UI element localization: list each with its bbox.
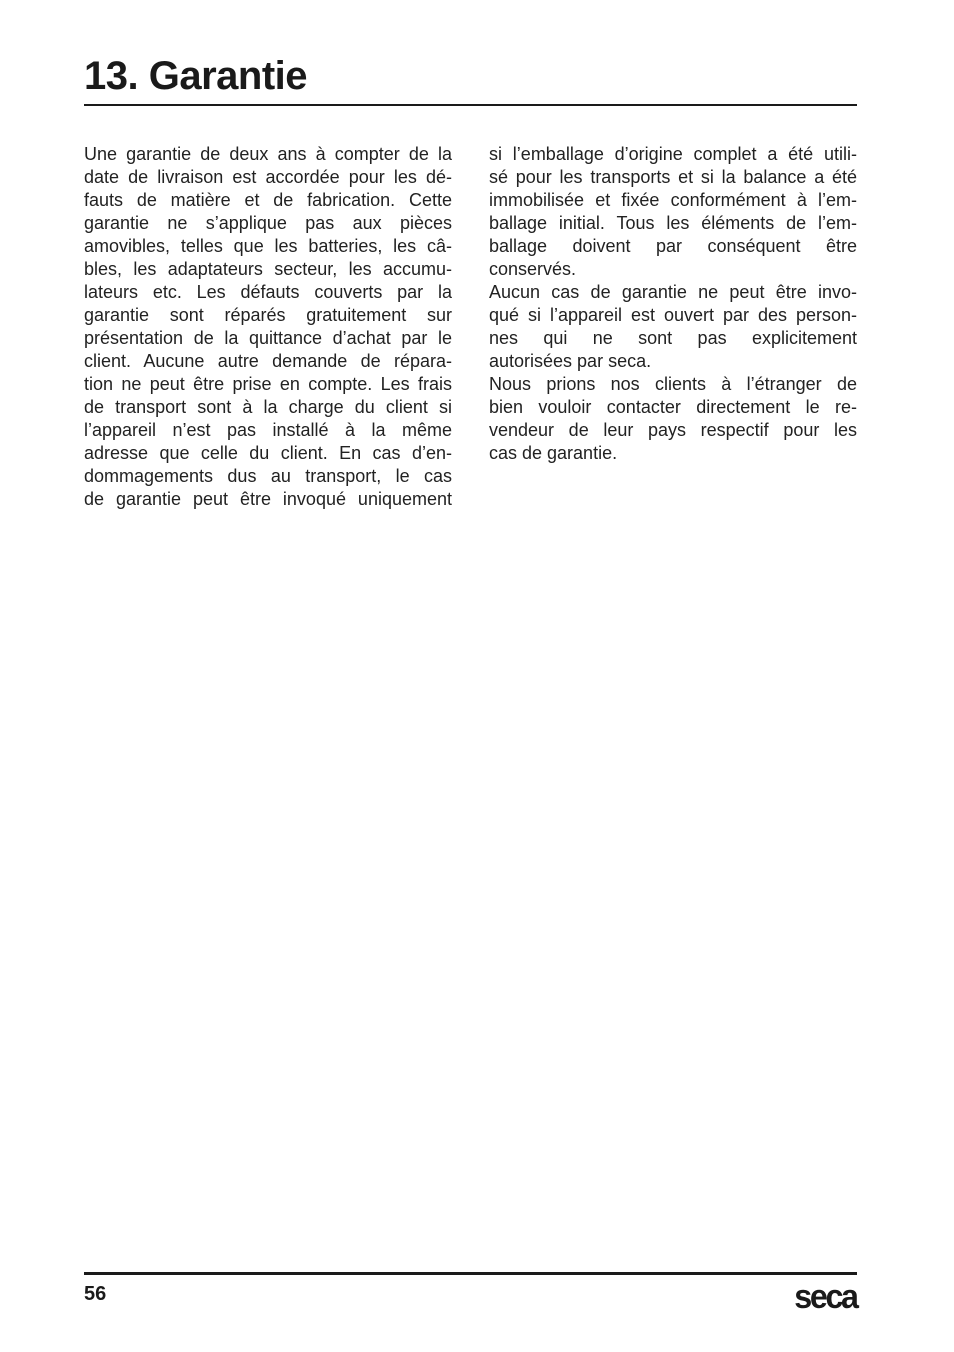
text-line: adresse que celle du client. En cas d’en- <box>84 443 452 463</box>
text-line: vendeur de leur pays respectif pour les <box>489 420 857 440</box>
text-line: dommagements dus au transport, le cas <box>84 466 452 486</box>
text-line: client. Aucune autre demande de répara- <box>84 351 452 371</box>
footer-divider <box>84 1272 857 1275</box>
page-title: 13. Garantie <box>84 54 308 98</box>
text-line: conservés. <box>489 259 577 279</box>
text-line: amovibles, telles que les batteries, les câ- <box>84 236 452 256</box>
text-line: date de livraison est accordée pour les dé- <box>84 167 452 187</box>
right-text-column <box>489 143 857 465</box>
text-line: de garantie peut être invoqué uniquement <box>84 489 452 509</box>
text-line: cas de garantie. <box>489 443 618 463</box>
text-line: Aucun cas de garantie ne peut être invo- <box>489 282 857 302</box>
text-line: qué si l’appareil est ouvert par des person- <box>489 305 857 325</box>
text-line: si l’emballage d’origine complet a été utili- <box>489 144 857 164</box>
warranty-paragraph-3 <box>489 373 857 465</box>
text-line: garantie sont réparés gratuitement sur <box>84 305 452 325</box>
text-line: présentation de la quittance d’achat par le <box>84 328 452 348</box>
text-line: immobilisée et fixée conformément à l’em- <box>489 190 857 210</box>
text-line: bles, les adaptateurs secteur, les accumu- <box>84 259 452 279</box>
page-number: 56 <box>84 1283 107 1305</box>
seca-logo: seca <box>794 1278 857 1316</box>
text-line: garantie ne s’applique pas aux pièces <box>84 213 452 233</box>
text-line: fauts de matière et de fabrication. Cette <box>84 190 452 210</box>
text-line: ballage initial. Tous les éléments de l’em- <box>489 213 857 233</box>
text-line: de transport sont à la charge du client si <box>84 397 452 417</box>
text-line: nes qui ne sont pas explicitement <box>489 328 857 348</box>
text-line: lateurs etc. Les défauts couverts par la <box>84 282 452 302</box>
text-line: bien vouloir contacter directement le re- <box>489 397 857 417</box>
text-line: tion ne peut être prise en compte. Les frais <box>84 374 452 394</box>
left-text-column <box>84 143 452 511</box>
text-line: l’appareil n’est pas installé à la même <box>84 420 452 440</box>
text-line: Une garantie de deux ans à compter de la <box>84 144 452 164</box>
text-line: autorisées par seca. <box>489 351 652 371</box>
text-line: sé pour les transports et si la balance a été <box>489 167 857 187</box>
warranty-paragraph-1-continued <box>489 143 857 281</box>
title-divider <box>84 104 857 106</box>
text-line: Nous prions nos clients à l’étranger de <box>489 374 857 394</box>
warranty-paragraph-1 <box>84 143 452 511</box>
warranty-paragraph-2 <box>489 281 857 373</box>
text-line: ballage doivent par conséquent être <box>489 236 857 256</box>
